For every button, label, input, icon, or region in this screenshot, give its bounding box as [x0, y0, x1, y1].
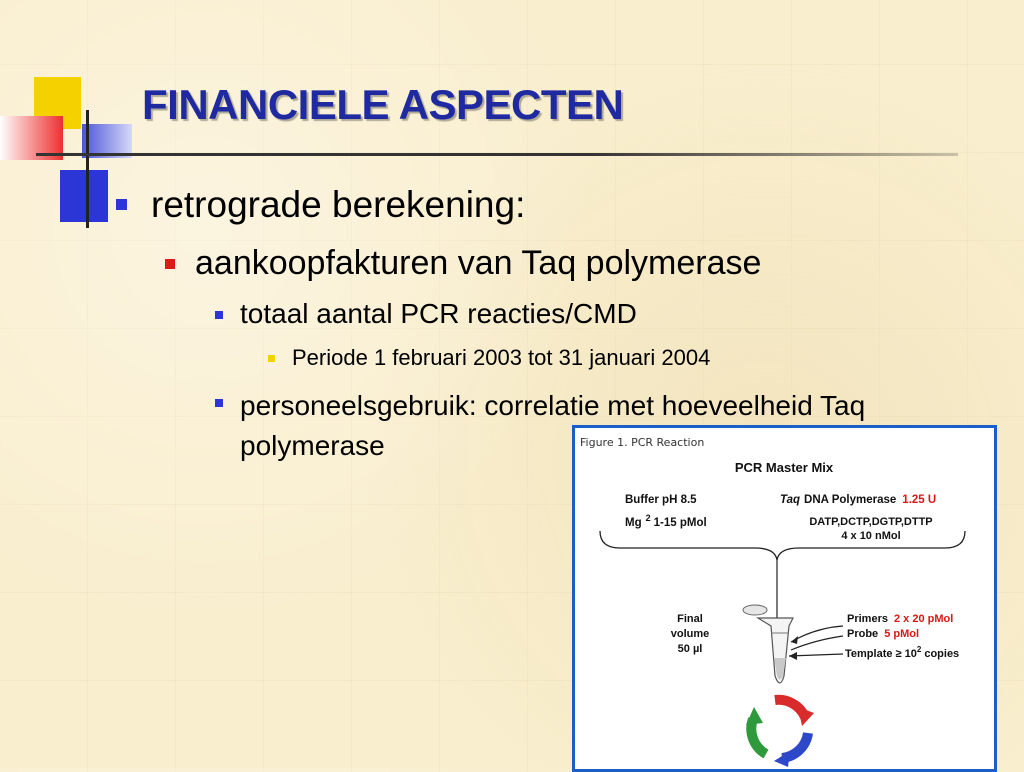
thermal-cycle-icon — [746, 700, 814, 767]
pcr-tube-icon — [743, 605, 793, 683]
dntp-label: DATP,DCTP,DGTP,DTTP — [809, 516, 933, 528]
final-volume-label-3: 50 µl — [677, 643, 703, 655]
mg-label: Mg $^2$ 1-15 pMol — [625, 513, 707, 529]
primers-arrow — [791, 626, 843, 642]
bullet-level1-retrograde — [116, 184, 525, 226]
taq-label: Taq DNA Polymerase 1.25 U — [780, 494, 937, 506]
bullet-level2-aankoopfakturen — [165, 244, 761, 283]
primers-label: Primers 2 x 20 pMol — [847, 613, 954, 625]
decor-vertical-line — [86, 110, 89, 228]
arrow-head-icon — [789, 652, 797, 660]
final-volume-label-1: Final — [677, 613, 703, 625]
buffer-label: Buffer pH 8.5 — [625, 494, 697, 506]
square-bullet-icon — [215, 399, 223, 407]
master-mix-header: PCR Master Mix — [734, 460, 834, 475]
bullet-text: Periode 1 februari 2003 tot 31 januari 2004 — [292, 345, 711, 370]
square-bullet-icon — [116, 199, 127, 210]
template-arrow — [789, 654, 843, 656]
bullet-text: personeelsgebruik: correlatie met hoeveelheid Taq polymerase — [240, 390, 866, 461]
slide-title: FINANCIELE ASPECTEN — [142, 81, 624, 128]
final-volume-label-2: volume — [670, 628, 710, 640]
bullet-level4-periode — [268, 345, 710, 371]
bullet-text: aankoopfakturen van Taq polymerase — [195, 244, 762, 282]
bullet-level3-totaal — [215, 298, 637, 330]
square-bullet-icon — [165, 259, 175, 269]
square-bullet-icon — [268, 355, 275, 362]
title-underline — [36, 153, 958, 156]
arrow-head-icon — [791, 636, 798, 644]
bullet-text: totaal aantal PCR reacties/CMD — [240, 298, 637, 329]
dntp-amount: 4 x 10 nMol — [841, 530, 901, 542]
pcr-reaction-figure — [572, 425, 997, 772]
figure-caption: Figure 1. PCR Reaction — [580, 436, 705, 449]
decor-dark-blue-square — [60, 170, 108, 222]
square-bullet-icon — [215, 311, 223, 319]
probe-label: Probe 5 pMol — [847, 628, 920, 640]
bullet-text: retrograde berekening: — [151, 184, 526, 225]
brace-line — [600, 531, 965, 560]
pcr-diagram — [575, 428, 994, 769]
template-label: Template ≥ $10^2$ copies — [845, 645, 960, 660]
